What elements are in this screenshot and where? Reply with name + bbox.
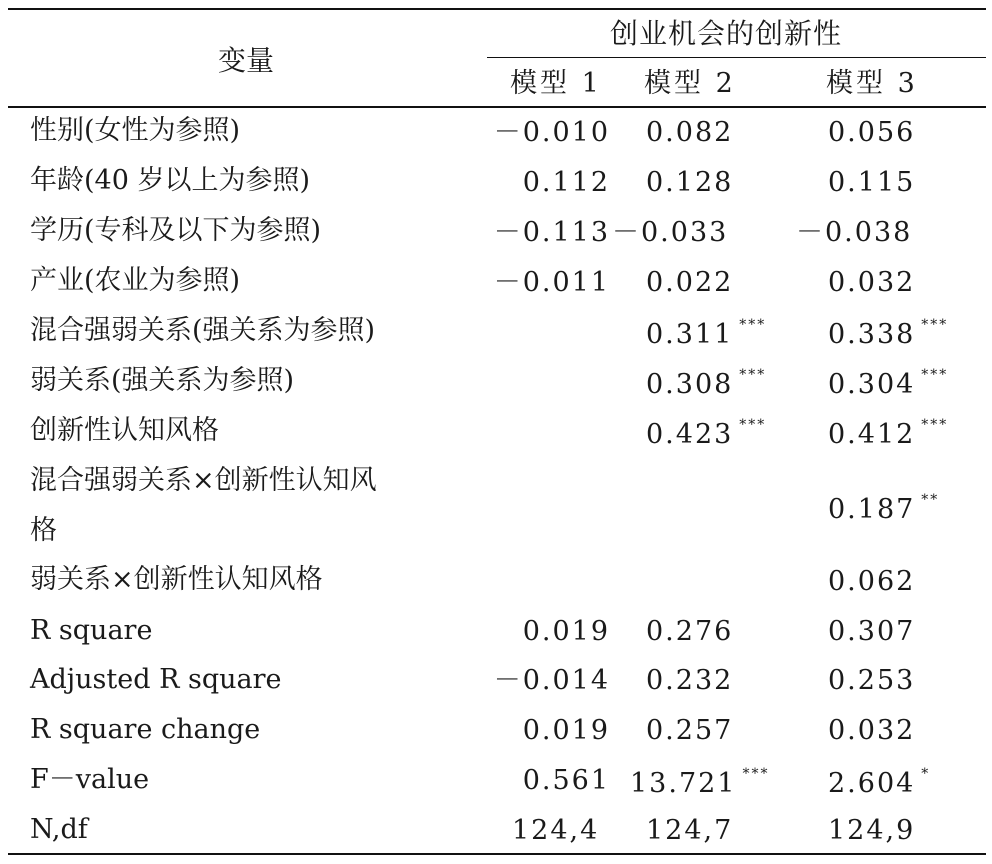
model-2-value: －0.033 (612, 217, 729, 248)
row-label: 混合强弱关系(强关系为参照) (30, 315, 376, 346)
model-3-value: 0.115 (828, 167, 916, 198)
model-3-value: 124,9 (828, 815, 916, 846)
top-rule (8, 8, 986, 10)
row-label: 创新性认知风格 (30, 415, 219, 446)
row-label: R square change (30, 714, 261, 745)
row-label: Adjusted R square (30, 664, 282, 695)
model-2-value: 0.082 (646, 117, 734, 148)
model-2-value: 0.276 (646, 616, 734, 647)
row-label-continuation: 格 (30, 515, 57, 546)
model-2-value: 0.232 (646, 665, 734, 696)
model-3-header: 模型 3 (826, 68, 918, 99)
variable-header: 变量 (218, 44, 275, 77)
model-1-value: 0.019 (522, 715, 610, 746)
model-2-value: 13.721 *** (630, 766, 770, 799)
model-3-value: 0.253 (828, 665, 916, 696)
row-label: 年龄(40 岁以上为参照) (30, 165, 311, 196)
significance-marker: *** (921, 317, 949, 333)
model-1-value: －0.011 (493, 267, 610, 298)
significance-marker: *** (742, 766, 770, 782)
significance-marker: * (921, 766, 931, 782)
row-label: 弱关系(强关系为参照) (30, 365, 295, 396)
group-rule (487, 57, 986, 58)
model-2-value: 0.308 *** (646, 367, 767, 400)
model-1-value: －0.010 (493, 117, 610, 148)
row-label: 弱关系×创新性认知风格 (30, 564, 323, 595)
row-label: F－value (30, 764, 150, 795)
model-2-value: 0.311 *** (646, 317, 767, 350)
row-label: 产业(农业为参照) (30, 265, 241, 296)
significance-marker: *** (739, 317, 767, 333)
row-label: 学历(专科及以下为参照) (30, 215, 322, 246)
row-label: 性别(女性为参照) (30, 115, 241, 146)
significance-marker: *** (739, 417, 767, 433)
model-3-value: 0.032 (828, 715, 916, 746)
significance-marker: *** (921, 367, 949, 383)
row-label: R square (30, 615, 153, 646)
model-3-value: 0.056 (828, 117, 916, 148)
model-3-value: 0.338 *** (828, 317, 949, 350)
model-1-value: －0.014 (493, 665, 610, 696)
model-3-value: 0.412 *** (828, 417, 949, 450)
row-label: N,df (30, 814, 88, 845)
model-1-value: －0.113 (493, 217, 610, 248)
model-3-value: 0.307 (828, 616, 916, 647)
significance-marker: *** (739, 367, 767, 383)
model-3-value: 0.032 (828, 267, 916, 298)
model-1-value: 0.112 (522, 167, 610, 198)
model-1-header: 模型 1 (510, 68, 602, 99)
row-label: 混合强弱关系×创新性认知风 (30, 465, 377, 496)
model-3-value: 0.187 ** (828, 492, 940, 525)
model-3-value: 2.604 * (828, 766, 931, 799)
header-rule (8, 106, 986, 108)
model-1-value: 0.019 (522, 616, 610, 647)
model-3-value: －0.038 (796, 217, 913, 248)
model-1-value: 124,4 (512, 815, 600, 846)
model-2-value: 0.257 (646, 715, 734, 746)
model-2-value: 0.022 (646, 267, 734, 298)
model-3-value: 0.304 *** (828, 367, 949, 400)
model-2-value: 0.128 (646, 167, 734, 198)
significance-marker: ** (921, 492, 940, 508)
model-2-value: 124,7 (646, 815, 734, 846)
model-1-value: 0.561 (522, 765, 610, 796)
group-header: 创业机会的创新性 (610, 17, 843, 50)
bottom-rule (8, 853, 986, 855)
model-2-value: 0.423 *** (646, 417, 767, 450)
significance-marker: *** (921, 417, 949, 433)
model-3-value: 0.062 (828, 566, 916, 597)
model-2-header: 模型 2 (644, 68, 736, 99)
